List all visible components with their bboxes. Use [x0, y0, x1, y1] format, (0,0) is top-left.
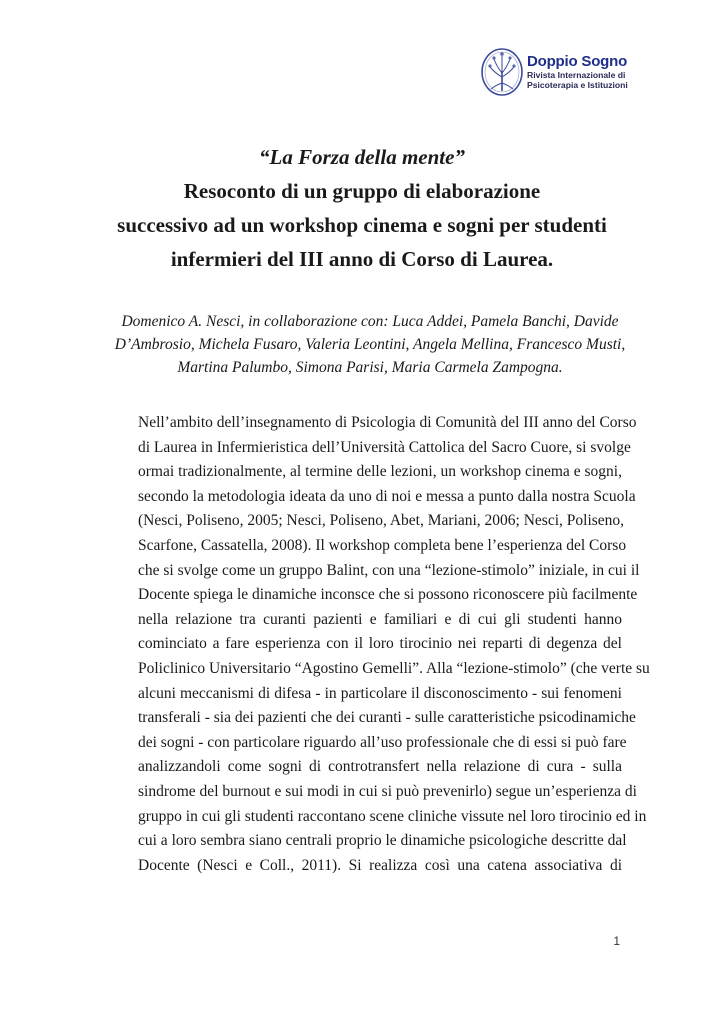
body-line: gruppo in cui gli studenti raccontano scene cliniche vissute nel loro tirocinio ed in	[138, 807, 647, 825]
body-line: che si svolge come un gruppo Balint, con una “lezione-stimolo” iniziale, in cui il	[138, 561, 640, 579]
title-line: infermieri del III anno di Corso di Laurea.	[170, 247, 554, 271]
body-line: dei sogni - con particolare riguardo all’uso professionale che di essi si può fare	[138, 733, 627, 751]
author-list	[110, 310, 630, 379]
body-line: Scarfone, Cassatella, 2008). Il workshop completa bene l’esperienza del Corso	[138, 536, 627, 554]
body-line: Docente (Nesci e Coll., 2011). Si realizza così una catena associativa di	[138, 856, 622, 874]
article-title	[60, 140, 664, 276]
journal-subtitle-line: Rivista Internazionale di	[527, 70, 626, 80]
body-line: Policlinico Universitario “Agostino Gemelli”. Alla “lezione-stimolo” (che verte su	[138, 659, 650, 677]
body-line: Nell’ambito dell’insegnamento di Psicologia di Comunità del III anno del Corso	[138, 414, 637, 431]
page-number: 1	[613, 934, 620, 948]
body-line: transferali - sia dei pazienti che dei curanti - sulle caratteristiche psicodinamiche	[138, 709, 636, 727]
tree-of-life-emblem-icon	[480, 47, 524, 97]
body-line: sindrome del burnout e sui modi in cui si può prevenirlo) segue un’esperienza di	[138, 782, 637, 800]
body-line: cominciato a fare esperienza con il loro tirocinio nei reparti di degenza del	[138, 635, 622, 653]
journal-name: Doppio Sogno	[527, 53, 628, 70]
body-line: Docente spiega le dinamiche inconsce che si possono riconoscere più facilmente	[138, 586, 638, 604]
body-line: secondo la metodologia ideata da uno di noi e messa a punto dalla nostra Scuola	[138, 487, 636, 505]
body-line: alcuni meccanismi di difesa - in particolare il disconoscimento - sui fenomeni	[138, 684, 622, 702]
body-line: cui a loro sembra siano centrali proprio le dinamiche psicologiche descritte dal	[138, 832, 627, 850]
journal-logo	[480, 44, 630, 100]
title-line: Resoconto di un gruppo di elaborazione	[183, 179, 541, 203]
title-line: successivo ad un workshop cinema e sogni per studenti	[117, 213, 607, 237]
author-line: D’Ambrosio, Michela Fusaro, Valeria Leontini, Angela Mellina, Francesco Musti,	[114, 336, 626, 353]
body-line: (Nesci, Poliseno, 2005; Nesci, Poliseno, Abet, Mariani, 2006; Nesci, Poliseno,	[138, 512, 625, 530]
author-line: Domenico A. Nesci, in collaborazione con: Luca Addei, Pamela Banchi, Davide	[121, 313, 619, 330]
journal-subtitle-line: Psicoterapia e Istituzioni	[527, 80, 628, 90]
body-paragraph	[138, 411, 650, 878]
logo-text	[527, 54, 628, 90]
body-line: di Laurea in Infermieristica dell’Università Cattolica del Sacro Cuore, si svolge	[138, 438, 631, 456]
author-line: Martina Palumbo, Simona Parisi, Maria Carmela Zampogna.	[177, 359, 563, 376]
title-line: “La Forza della mente”	[259, 145, 465, 169]
body-line: ormai tradizionalmente, al termine delle lezioni, un workshop cinema e sogni,	[138, 463, 622, 481]
body-line: analizzandoli come sogni di controtransfert nella relazione di cura - sulla	[138, 758, 622, 776]
body-line: nella relazione tra curanti pazienti e familiari e di cui gli studenti hanno	[138, 610, 622, 628]
